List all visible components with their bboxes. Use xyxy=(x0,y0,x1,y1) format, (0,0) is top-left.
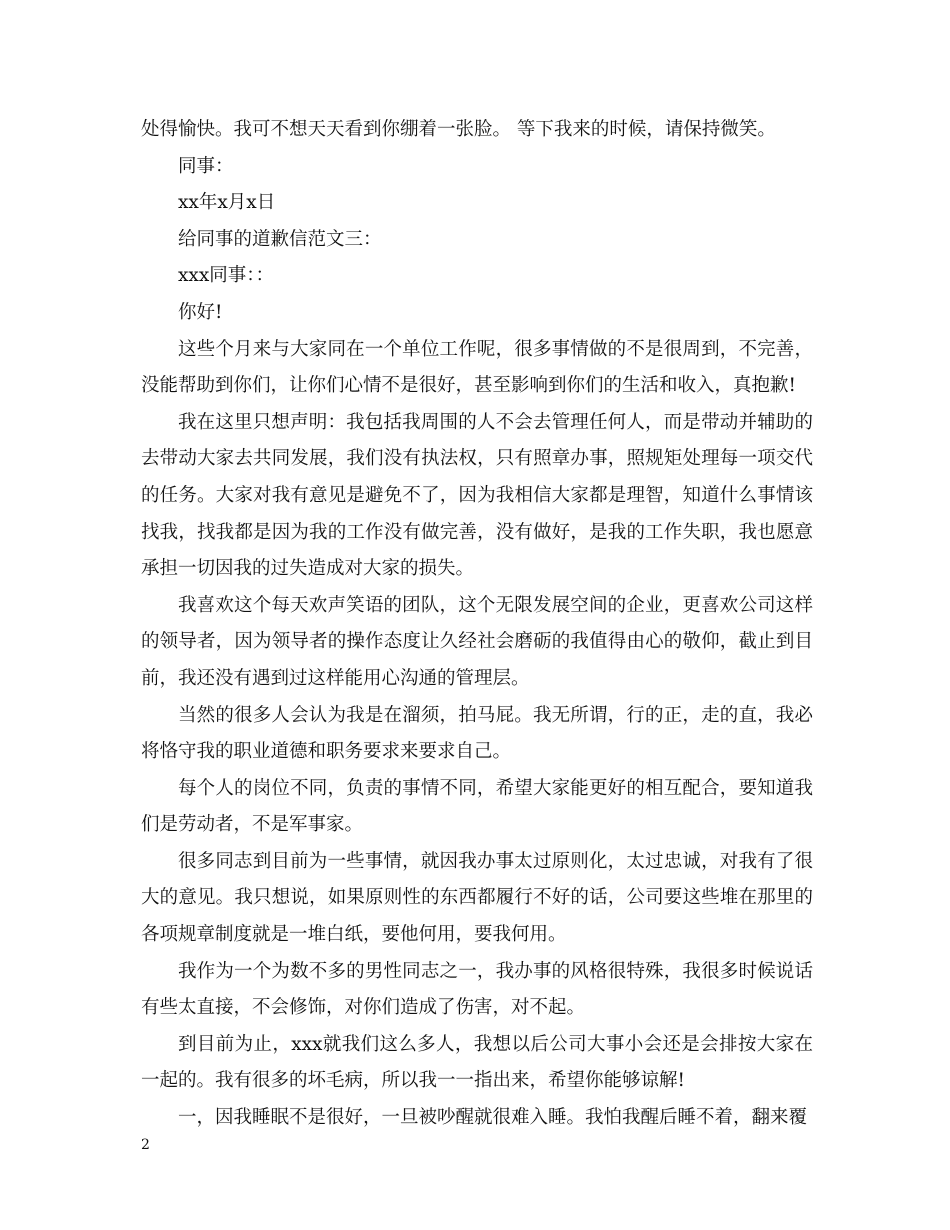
paragraph-salutation: xxx同事：： xyxy=(178,265,275,287)
paragraph-greeting: 你好! xyxy=(178,301,223,323)
paragraph-principles: 当然的很多人会认为我是在溜须，拍马屁。我无所谓，行的正，走的直，我必将恪守我的职业道德和职务要求来要求自己。 xyxy=(141,704,813,763)
paragraph-signature: 同事： xyxy=(178,155,234,177)
paragraph-rules: 很多同志到目前为一些事情，就因我办事太过原则化，太过忠诚，对我有了很大的意见。我只想说，如果原则性的东西都履行不好的话，公司要这些堆在那里的各项规章制度就是一堆白纸，要他何用，要我何用。 xyxy=(141,850,813,946)
paragraph-team: 我喜欢这个每天欢声笑语的团队，这个无限发展空间的企业，更喜欢公司这样的领导者，因为领导者的操作态度让久经社会磨砺的我值得由心的敬仰，截止到目前，我还没有遇到过这样能用心沟通的管理层。 xyxy=(141,594,813,689)
paragraph-sleep: 一，因我睡眠不是很好，一旦被吵醒就很难入睡。我怕我醒后睡不着，翻来覆 xyxy=(178,1107,808,1129)
paragraph-style: 我作为一个为数不多的男性同志之一，我办事的风格很特殊，我很多时候说话有些太直接，不会修饰，对你们造成了伤害，对不起。 xyxy=(141,960,813,1019)
paragraph-habits: 到目前为止，xxx就我们这么多人，我想以后公司大事小会还是会排按大家在一起的。我有很多的坏毛病，所以我一一指出来，希望你能够谅解! xyxy=(141,1033,813,1092)
paragraph-section-heading: 给同事的道歉信范文三： xyxy=(178,228,382,250)
page-number: 2 xyxy=(141,1137,150,1153)
paragraph-apology: 这些个月来与大家同在一个单位工作呢，很多事情做的不是很周到，不完善，没能帮助到你们，让你们心情不是很好，甚至影响到你们的生活和收入，真抱歉! xyxy=(141,338,813,397)
body-text xyxy=(141,112,813,1137)
paragraph-continuation: 处得愉快。我可不想天天看到你绷着一张脸。 等下我来的时候，请保持微笑。 xyxy=(141,119,776,140)
paragraph-cooperation: 每个人的岗位不同，负责的事情不同，希望大家能更好的相互配合，要知道我们是劳动者，不是军事家。 xyxy=(141,777,813,836)
paragraph-statement: 我在这里只想声明：我包括我周围的人不会去管理任何人，而是带动并辅助的去带动大家去共同发展，我们没有执法权，只有照章办事，照规矩处理每一项交代的任务。大家对我有意见是避免不了，因为我相信大家都是理智，知道什么事情该找我，找我都是因为我的工作没有做完善，没有做好，是我的工作失职，我也愿意承担一切因我的过失造成对大家的损失。 xyxy=(141,411,813,580)
paragraph-date: xx年x月x日 xyxy=(178,192,276,214)
